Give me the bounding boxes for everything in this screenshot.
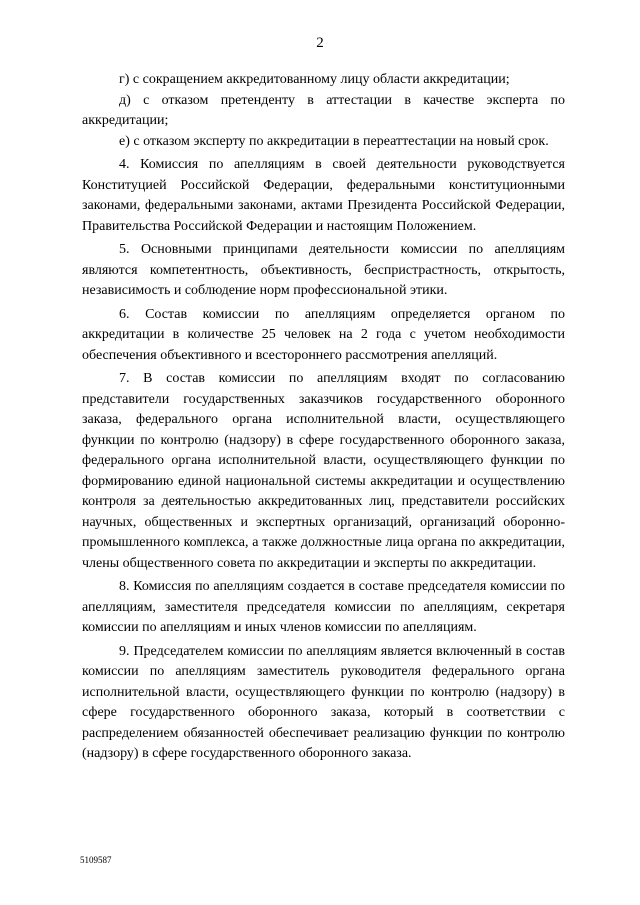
paragraph-7: 7. В состав комиссии по апелляциям входят по согласованию представители государственных заказчиков государственного оборонного заказа, федерального органа исполнительной власти, осуществляющего функции по контролю (надзору) в сфере государственного оборонного заказа, федерального органа исполнительной власти, осуществляющего функции по формированию единой национальной системы аккредитации и осуществлению контроля за деятельностью аккредитованных лиц, представители российских научных, общественных и экспертных организаций, организаций оборонно-промышленного комплекса, а также должностные лица органа по аккредитации, члены общественного совета по аккредитации и эксперты по аккредитации. [82, 371, 565, 571]
paragraph-item-d: д) с отказом претенденту в аттестации в качестве эксперта по аккредитации; [82, 92, 565, 128]
paragraph-4: 4. Комиссия по апелляциям в своей деятельности руководствуется Конституцией Российской Федерации, федеральными конституционными законами, федеральными законами, актами Президента Российской Федерации, Правительства Российской Федерации и настоящим Положением. [82, 157, 565, 234]
paragraph-item-e: е) с отказом эксперту по аккредитации в переаттестации на новый срок. [119, 133, 549, 149]
document-body [82, 70, 565, 765]
document-code: 5109587 [80, 855, 112, 865]
paragraph-6: 6. Состав комиссии по апелляциям определяется органом по аккредитации в количестве 25 человек на 2 года с учетом необходимости обеспечения объективного и всестороннего рассмотрения апелляций. [82, 306, 565, 363]
paragraph-9: 9. Председателем комиссии по апелляциям является включенный в состав комиссии по апелляциям заместитель руководителя федерального органа исполнительной власти, осуществляющего функции по контролю (надзору) в сфере государственного оборонного заказа, который в соответствии с распределением обязанностей обеспечивает реализацию функции по контролю (надзору) в сфере государственного оборонного заказа. [82, 643, 565, 761]
paragraph-8: 8. Комиссия по апелляциям создается в составе председателя комиссии по апелляциям, заместителя председателя комиссии по апелляциям, секретаря комиссии по апелляциям и иных членов комиссии по апелляциям. [82, 579, 565, 635]
page-number: 2 [316, 35, 324, 51]
paragraph-item-g: г) с сокращением аккредитованному лицу области аккредитации; [119, 72, 510, 87]
paragraph-5: 5. Основными принципами деятельности комиссии по апелляциям являются компетентность, объективность, беспристрастность, открытость, независимость и соблюдение норм профессиональной этики. [82, 242, 565, 298]
